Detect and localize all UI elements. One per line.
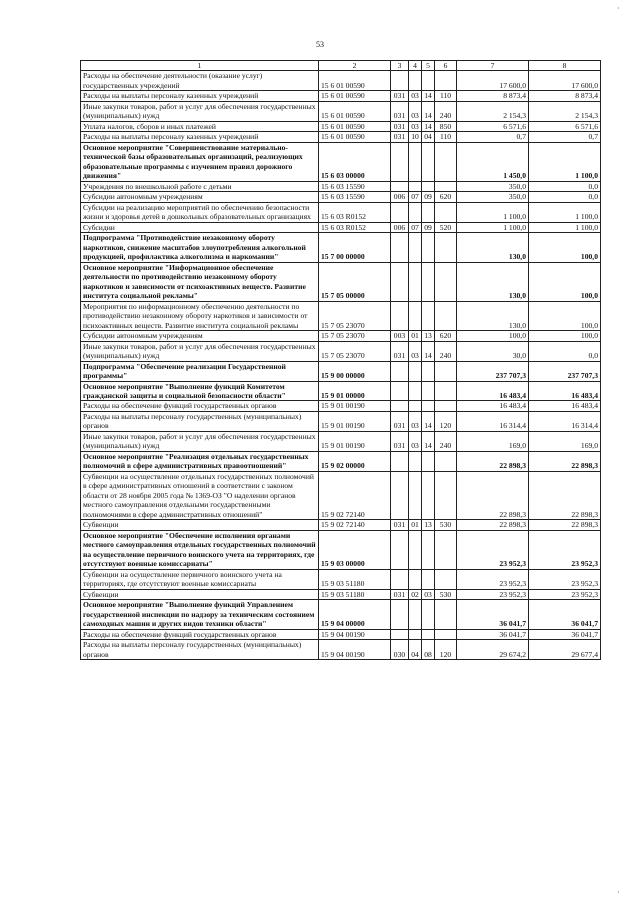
row-code: 15 6 01 00590 (319, 132, 391, 142)
table-header (81, 61, 601, 71)
row-expense-type: 110 (435, 132, 457, 142)
header-cell: 3 (391, 61, 409, 71)
row-subsection: 09 (422, 192, 435, 202)
row-value-2020: 100,0 (529, 331, 601, 341)
row-expense-type (435, 142, 457, 181)
row-ministry: 030 (391, 640, 409, 660)
table-row (81, 101, 601, 121)
header-cell: 7 (457, 61, 529, 71)
row-code: 15 9 04 00000 (319, 600, 391, 629)
row-code: 15 9 02 00000 (319, 451, 391, 471)
row-section: 04 (409, 640, 422, 660)
row-expense-type: 520 (435, 222, 457, 232)
row-section (409, 451, 422, 471)
row-code: 15 7 05 23070 (319, 301, 391, 330)
row-subsection (422, 471, 435, 519)
row-expense-type (435, 600, 457, 629)
row-value-2019: 1 100,0 (457, 222, 529, 232)
row-value-2019: 237 707,3 (457, 361, 529, 381)
row-value-2019: 23 952,3 (457, 589, 529, 599)
row-value-2020: 23 952,3 (529, 569, 601, 589)
row-expense-type (435, 262, 457, 301)
row-ministry (391, 451, 409, 471)
row-subsection: 14 (422, 411, 435, 431)
row-subsection (422, 381, 435, 401)
row-value-2020: 100,0 (529, 301, 601, 330)
row-subsection (422, 401, 435, 411)
row-expense-type (435, 202, 457, 222)
row-value-2020: 6 571,6 (529, 121, 601, 131)
row-name: Мероприятия по информационному обеспечению деятельности по противодействию незаконному обороту наркотиков и зависимости от психоактивных веществ. Развитие института социальной рекламы (81, 301, 319, 330)
row-subsection: 09 (422, 222, 435, 232)
row-value-2020: 16 314,4 (529, 411, 601, 431)
row-code: 15 7 05 00000 (319, 262, 391, 301)
header-row (81, 61, 601, 71)
scan-mark: · (617, 4, 620, 13)
row-code: 15 9 03 51180 (319, 589, 391, 599)
row-ministry (391, 471, 409, 519)
row-value-2019: 22 898,3 (457, 451, 529, 471)
row-ministry (391, 361, 409, 381)
row-ministry (391, 71, 409, 91)
row-value-2020: 36 041,7 (529, 600, 601, 629)
row-expense-type: 240 (435, 341, 457, 361)
row-section: 02 (409, 589, 422, 599)
row-expense-type: 110 (435, 91, 457, 101)
row-value-2020: 0,0 (529, 181, 601, 191)
row-name: Уплата налогов, сборов и иных платежей (81, 121, 319, 131)
row-ministry: 006 (391, 222, 409, 232)
row-name: Иные закупки товаров, работ и услуг для обеспечения государственных (муниципальных) нужд (81, 101, 319, 121)
row-subsection: 03 (422, 589, 435, 599)
row-name: Основное мероприятие "Обеспечение исполнения органами местного самоуправления отдельных государственных полномочий на осуществление первичного воинского учета на территориях, где отсутствуют военные комиссариаты" (81, 530, 319, 569)
row-ministry (391, 262, 409, 301)
row-value-2019: 22 898,3 (457, 471, 529, 519)
row-ministry (391, 530, 409, 569)
row-ministry (391, 142, 409, 181)
row-subsection: 04 (422, 132, 435, 142)
row-value-2020: 8 873,4 (529, 91, 601, 101)
row-expense-type: 240 (435, 431, 457, 451)
row-value-2019: 36 041,7 (457, 629, 529, 639)
row-subsection (422, 629, 435, 639)
row-ministry (391, 629, 409, 639)
row-value-2020: 0,0 (529, 341, 601, 361)
row-name: Субсидии на реализацию мероприятий по обеспечению безопасности жизни и здоровья детей в дошкольных образовательных организациях (81, 202, 319, 222)
row-ministry: 006 (391, 192, 409, 202)
row-section (409, 301, 422, 330)
row-section (409, 569, 422, 589)
row-section: 10 (409, 132, 422, 142)
row-subsection (422, 142, 435, 181)
row-expense-type (435, 361, 457, 381)
row-value-2020: 2 154,3 (529, 101, 601, 121)
row-expense-type (435, 401, 457, 411)
row-code: 15 9 02 72140 (319, 520, 391, 530)
row-name: Расходы на выплаты персоналу государственных (муниципальных) органов (81, 411, 319, 431)
row-value-2019: 1 100,0 (457, 202, 529, 222)
row-value-2019: 130,0 (457, 301, 529, 330)
row-code: 15 6 03 15590 (319, 192, 391, 202)
row-expense-type: 620 (435, 192, 457, 202)
row-subsection: 08 (422, 640, 435, 660)
row-value-2019: 16 483,4 (457, 401, 529, 411)
row-subsection (422, 181, 435, 191)
row-subsection: 14 (422, 341, 435, 361)
row-value-2019: 130,0 (457, 233, 529, 262)
row-subsection: 14 (422, 431, 435, 451)
row-value-2019: 17 600,0 (457, 71, 529, 91)
row-section: 03 (409, 411, 422, 431)
row-name: Иные закупки товаров, работ и услуг для обеспечения государственных (муниципальных) нужд (81, 431, 319, 451)
row-expense-type: 120 (435, 411, 457, 431)
row-section (409, 142, 422, 181)
table-row (81, 91, 601, 101)
row-expense-type (435, 530, 457, 569)
row-ministry (391, 381, 409, 401)
row-value-2019: 350,0 (457, 192, 529, 202)
row-value-2020: 23 952,3 (529, 589, 601, 599)
row-value-2020: 29 677,4 (529, 640, 601, 660)
row-name: Расходы на выплаты персоналу государственных (муниципальных) органов (81, 640, 319, 660)
row-section (409, 262, 422, 301)
row-expense-type: 620 (435, 331, 457, 341)
row-name: Расходы на обеспечение функций государственных органов (81, 629, 319, 639)
row-expense-type (435, 181, 457, 191)
table-row (81, 121, 601, 131)
row-ministry (391, 401, 409, 411)
row-section: 03 (409, 91, 422, 101)
row-value-2020: 100,0 (529, 233, 601, 262)
row-name: Расходы на обеспечение деятельности (оказание услуг) государственных учреждений (81, 71, 319, 91)
table-row (81, 331, 601, 341)
row-code: 15 6 03 15590 (319, 181, 391, 191)
row-subsection (422, 569, 435, 589)
table-row (81, 262, 601, 301)
row-ministry (391, 181, 409, 191)
row-ministry (391, 569, 409, 589)
row-code: 15 9 00 00000 (319, 361, 391, 381)
row-name: Основное мероприятие "Выполнение функций Комитетом гражданской защиты и социальной безопасности области" (81, 381, 319, 401)
table-body (81, 71, 601, 660)
row-code: 15 6 01 00590 (319, 91, 391, 101)
table-row (81, 301, 601, 330)
header-cell: 6 (435, 61, 457, 71)
row-subsection (422, 530, 435, 569)
header-cell: 2 (319, 61, 391, 71)
table-row (81, 181, 601, 191)
row-ministry (391, 600, 409, 629)
row-value-2020: 16 483,4 (529, 381, 601, 401)
row-value-2020: 22 898,3 (529, 451, 601, 471)
row-name: Субвенции (81, 589, 319, 599)
row-value-2020: 36 041,7 (529, 629, 601, 639)
row-ministry (391, 233, 409, 262)
row-value-2020: 0,7 (529, 132, 601, 142)
row-subsection: 14 (422, 101, 435, 121)
table-row (81, 471, 601, 519)
row-section (409, 600, 422, 629)
header-cell: 1 (81, 61, 319, 71)
row-value-2019: 29 674,2 (457, 640, 529, 660)
row-name: Субвенции на осуществление первичного воинского учета на территориях, где отсутствуют военные комиссариаты (81, 569, 319, 589)
row-ministry: 031 (391, 132, 409, 142)
row-value-2019: 350,0 (457, 181, 529, 191)
row-section: 03 (409, 341, 422, 361)
header-cell: 5 (422, 61, 435, 71)
row-code: 15 9 02 72140 (319, 471, 391, 519)
row-value-2020: 22 898,3 (529, 520, 601, 530)
table-row (81, 451, 601, 471)
row-value-2019: 16 483,4 (457, 381, 529, 401)
row-section: 07 (409, 192, 422, 202)
row-expense-type: 240 (435, 101, 457, 121)
row-value-2020: 169,0 (529, 431, 601, 451)
row-expense-type (435, 629, 457, 639)
row-name: Расходы на обеспечение функций государственных органов (81, 401, 319, 411)
row-value-2019: 169,0 (457, 431, 529, 451)
row-name: Иные закупки товаров, работ и услуг для обеспечения государственных (муниципальных) нужд (81, 341, 319, 361)
row-name: Субвенции (81, 520, 319, 530)
row-code: 15 7 05 23070 (319, 331, 391, 341)
scan-mark: · (617, 888, 620, 897)
row-name: Основное мероприятие "Совершенствование материально-технической базы образовательных организаций, реализующих образовательные программы с изучением правил дорожного движения" (81, 142, 319, 181)
row-code: 15 6 03 R0152 (319, 222, 391, 232)
row-expense-type (435, 569, 457, 589)
row-code: 15 9 04 00190 (319, 629, 391, 639)
row-name: Основное мероприятие "Реализация отдельных государственных полномочий в сфере административных правоотношений" (81, 451, 319, 471)
row-expense-type: 530 (435, 520, 457, 530)
row-ministry (391, 202, 409, 222)
row-name: Основное мероприятие "Выполнение функций Управлением государственной инспекции по надзору за техническим состоянием самоходных машин и других видов техники области" (81, 600, 319, 629)
row-name: Расходы на выплаты персоналу казенных учреждений (81, 132, 319, 142)
row-name: Основное мероприятие "Информационное обеспечение деятельности по противодействию незаконному обороту наркотиков и зависимости от психоактивных веществ. Развитие института социальной рекламы" (81, 262, 319, 301)
row-value-2019: 23 952,3 (457, 530, 529, 569)
row-name: Субвенции на осуществление отдельных государственных полномочий в сфере административных отношений в соответствии с законом области от 28 ноября 2005 года № 1369-ОЗ "О наделении органов местного самоуправления отдельными государственными полномочиями в сфере административных отношений" (81, 471, 319, 519)
row-ministry: 031 (391, 121, 409, 131)
row-section: 03 (409, 121, 422, 131)
row-value-2020: 17 600,0 (529, 71, 601, 91)
row-code: 15 9 04 00190 (319, 640, 391, 660)
table-row (81, 222, 601, 232)
row-value-2019: 8 873,4 (457, 91, 529, 101)
row-code: 15 6 03 R0152 (319, 202, 391, 222)
row-code: 15 6 01 00590 (319, 71, 391, 91)
row-code: 15 7 05 23070 (319, 341, 391, 361)
table-row (81, 589, 601, 599)
table-row (81, 431, 601, 451)
row-ministry: 031 (391, 520, 409, 530)
row-section: 03 (409, 101, 422, 121)
row-section (409, 71, 422, 91)
row-value-2019: 100,0 (457, 331, 529, 341)
row-value-2020: 237 707,3 (529, 361, 601, 381)
row-code: 15 9 01 00190 (319, 431, 391, 451)
row-expense-type (435, 301, 457, 330)
row-section (409, 471, 422, 519)
table-row (81, 341, 601, 361)
row-ministry: 031 (391, 411, 409, 431)
row-value-2019: 2 154,3 (457, 101, 529, 121)
row-expense-type: 850 (435, 121, 457, 131)
page-number: 53 (316, 40, 324, 49)
row-code: 15 9 01 00190 (319, 401, 391, 411)
row-section (409, 202, 422, 222)
row-section (409, 233, 422, 262)
row-name: Учреждения по внешкольной работе с детьми (81, 181, 319, 191)
row-subsection (422, 71, 435, 91)
row-subsection: 13 (422, 331, 435, 341)
row-value-2019: 23 952,3 (457, 569, 529, 589)
row-subsection (422, 301, 435, 330)
row-name: Подпрограмма "Обеспечение реализации Государственной программы" (81, 361, 319, 381)
row-name: Расходы на выплаты персоналу казенных учреждений (81, 91, 319, 101)
row-section: 01 (409, 520, 422, 530)
row-value-2019: 6 571,6 (457, 121, 529, 131)
row-ministry: 003 (391, 331, 409, 341)
row-name: Субсидии автономным учреждениям (81, 192, 319, 202)
row-section (409, 381, 422, 401)
row-name: Субсидии (81, 222, 319, 232)
row-section: 07 (409, 222, 422, 232)
row-subsection (422, 262, 435, 301)
row-subsection: 13 (422, 520, 435, 530)
row-subsection (422, 233, 435, 262)
row-subsection (422, 600, 435, 629)
row-subsection (422, 361, 435, 381)
table-row (81, 202, 601, 222)
table-row (81, 401, 601, 411)
row-value-2020: 0,0 (529, 192, 601, 202)
row-section: 01 (409, 331, 422, 341)
row-value-2020: 1 100,0 (529, 142, 601, 181)
row-value-2020: 100,0 (529, 262, 601, 301)
row-value-2019: 0,7 (457, 132, 529, 142)
row-value-2019: 1 450,0 (457, 142, 529, 181)
row-name: Субсидии автономным учреждениям (81, 331, 319, 341)
row-subsection (422, 451, 435, 471)
row-section (409, 530, 422, 569)
row-code: 15 6 03 00000 (319, 142, 391, 181)
row-code: 15 6 01 00590 (319, 101, 391, 121)
row-ministry: 031 (391, 101, 409, 121)
header-cell: 4 (409, 61, 422, 71)
row-ministry: 031 (391, 431, 409, 451)
row-value-2020: 1 100,0 (529, 202, 601, 222)
row-section (409, 629, 422, 639)
row-expense-type (435, 451, 457, 471)
row-code: 15 9 03 00000 (319, 530, 391, 569)
row-value-2019: 16 314,4 (457, 411, 529, 431)
row-subsection: 14 (422, 91, 435, 101)
row-code: 15 7 00 00000 (319, 233, 391, 262)
row-ministry: 031 (391, 341, 409, 361)
row-code: 15 9 01 00190 (319, 411, 391, 431)
row-expense-type (435, 233, 457, 262)
row-value-2020: 22 898,3 (529, 471, 601, 519)
row-code: 15 9 01 00000 (319, 381, 391, 401)
table-row (81, 142, 601, 181)
row-expense-type: 120 (435, 640, 457, 660)
row-section (409, 181, 422, 191)
row-value-2019: 30,0 (457, 341, 529, 361)
row-section (409, 401, 422, 411)
row-subsection (422, 202, 435, 222)
row-value-2020: 16 483,4 (529, 401, 601, 411)
table-row (81, 233, 601, 262)
table-row (81, 569, 601, 589)
budget-table (80, 60, 601, 660)
table-row (81, 361, 601, 381)
table-row (81, 411, 601, 431)
row-expense-type (435, 381, 457, 401)
row-value-2019: 36 041,7 (457, 600, 529, 629)
row-ministry (391, 301, 409, 330)
table-row (81, 600, 601, 629)
table-row (81, 381, 601, 401)
row-section (409, 361, 422, 381)
row-name: Подпрограмма "Противодействие незаконному обороту наркотиков, снижение масштабов злоупотребления алкогольной продукцией, профилактика алкоголизма и наркомании" (81, 233, 319, 262)
table-row (81, 520, 601, 530)
row-expense-type: 530 (435, 589, 457, 599)
table-row (81, 71, 601, 91)
row-value-2020: 1 100,0 (529, 222, 601, 232)
row-subsection: 14 (422, 121, 435, 131)
table-row (81, 192, 601, 202)
row-code: 15 9 03 51180 (319, 569, 391, 589)
table-row (81, 640, 601, 660)
row-ministry: 031 (391, 91, 409, 101)
row-ministry: 031 (391, 589, 409, 599)
table-row (81, 629, 601, 639)
row-value-2019: 22 898,3 (457, 520, 529, 530)
table-row (81, 132, 601, 142)
row-expense-type (435, 471, 457, 519)
row-expense-type (435, 71, 457, 91)
header-cell: 8 (529, 61, 601, 71)
row-value-2020: 23 952,3 (529, 530, 601, 569)
row-section: 03 (409, 431, 422, 451)
table-row (81, 530, 601, 569)
row-code: 15 6 01 00590 (319, 121, 391, 131)
row-value-2019: 130,0 (457, 262, 529, 301)
